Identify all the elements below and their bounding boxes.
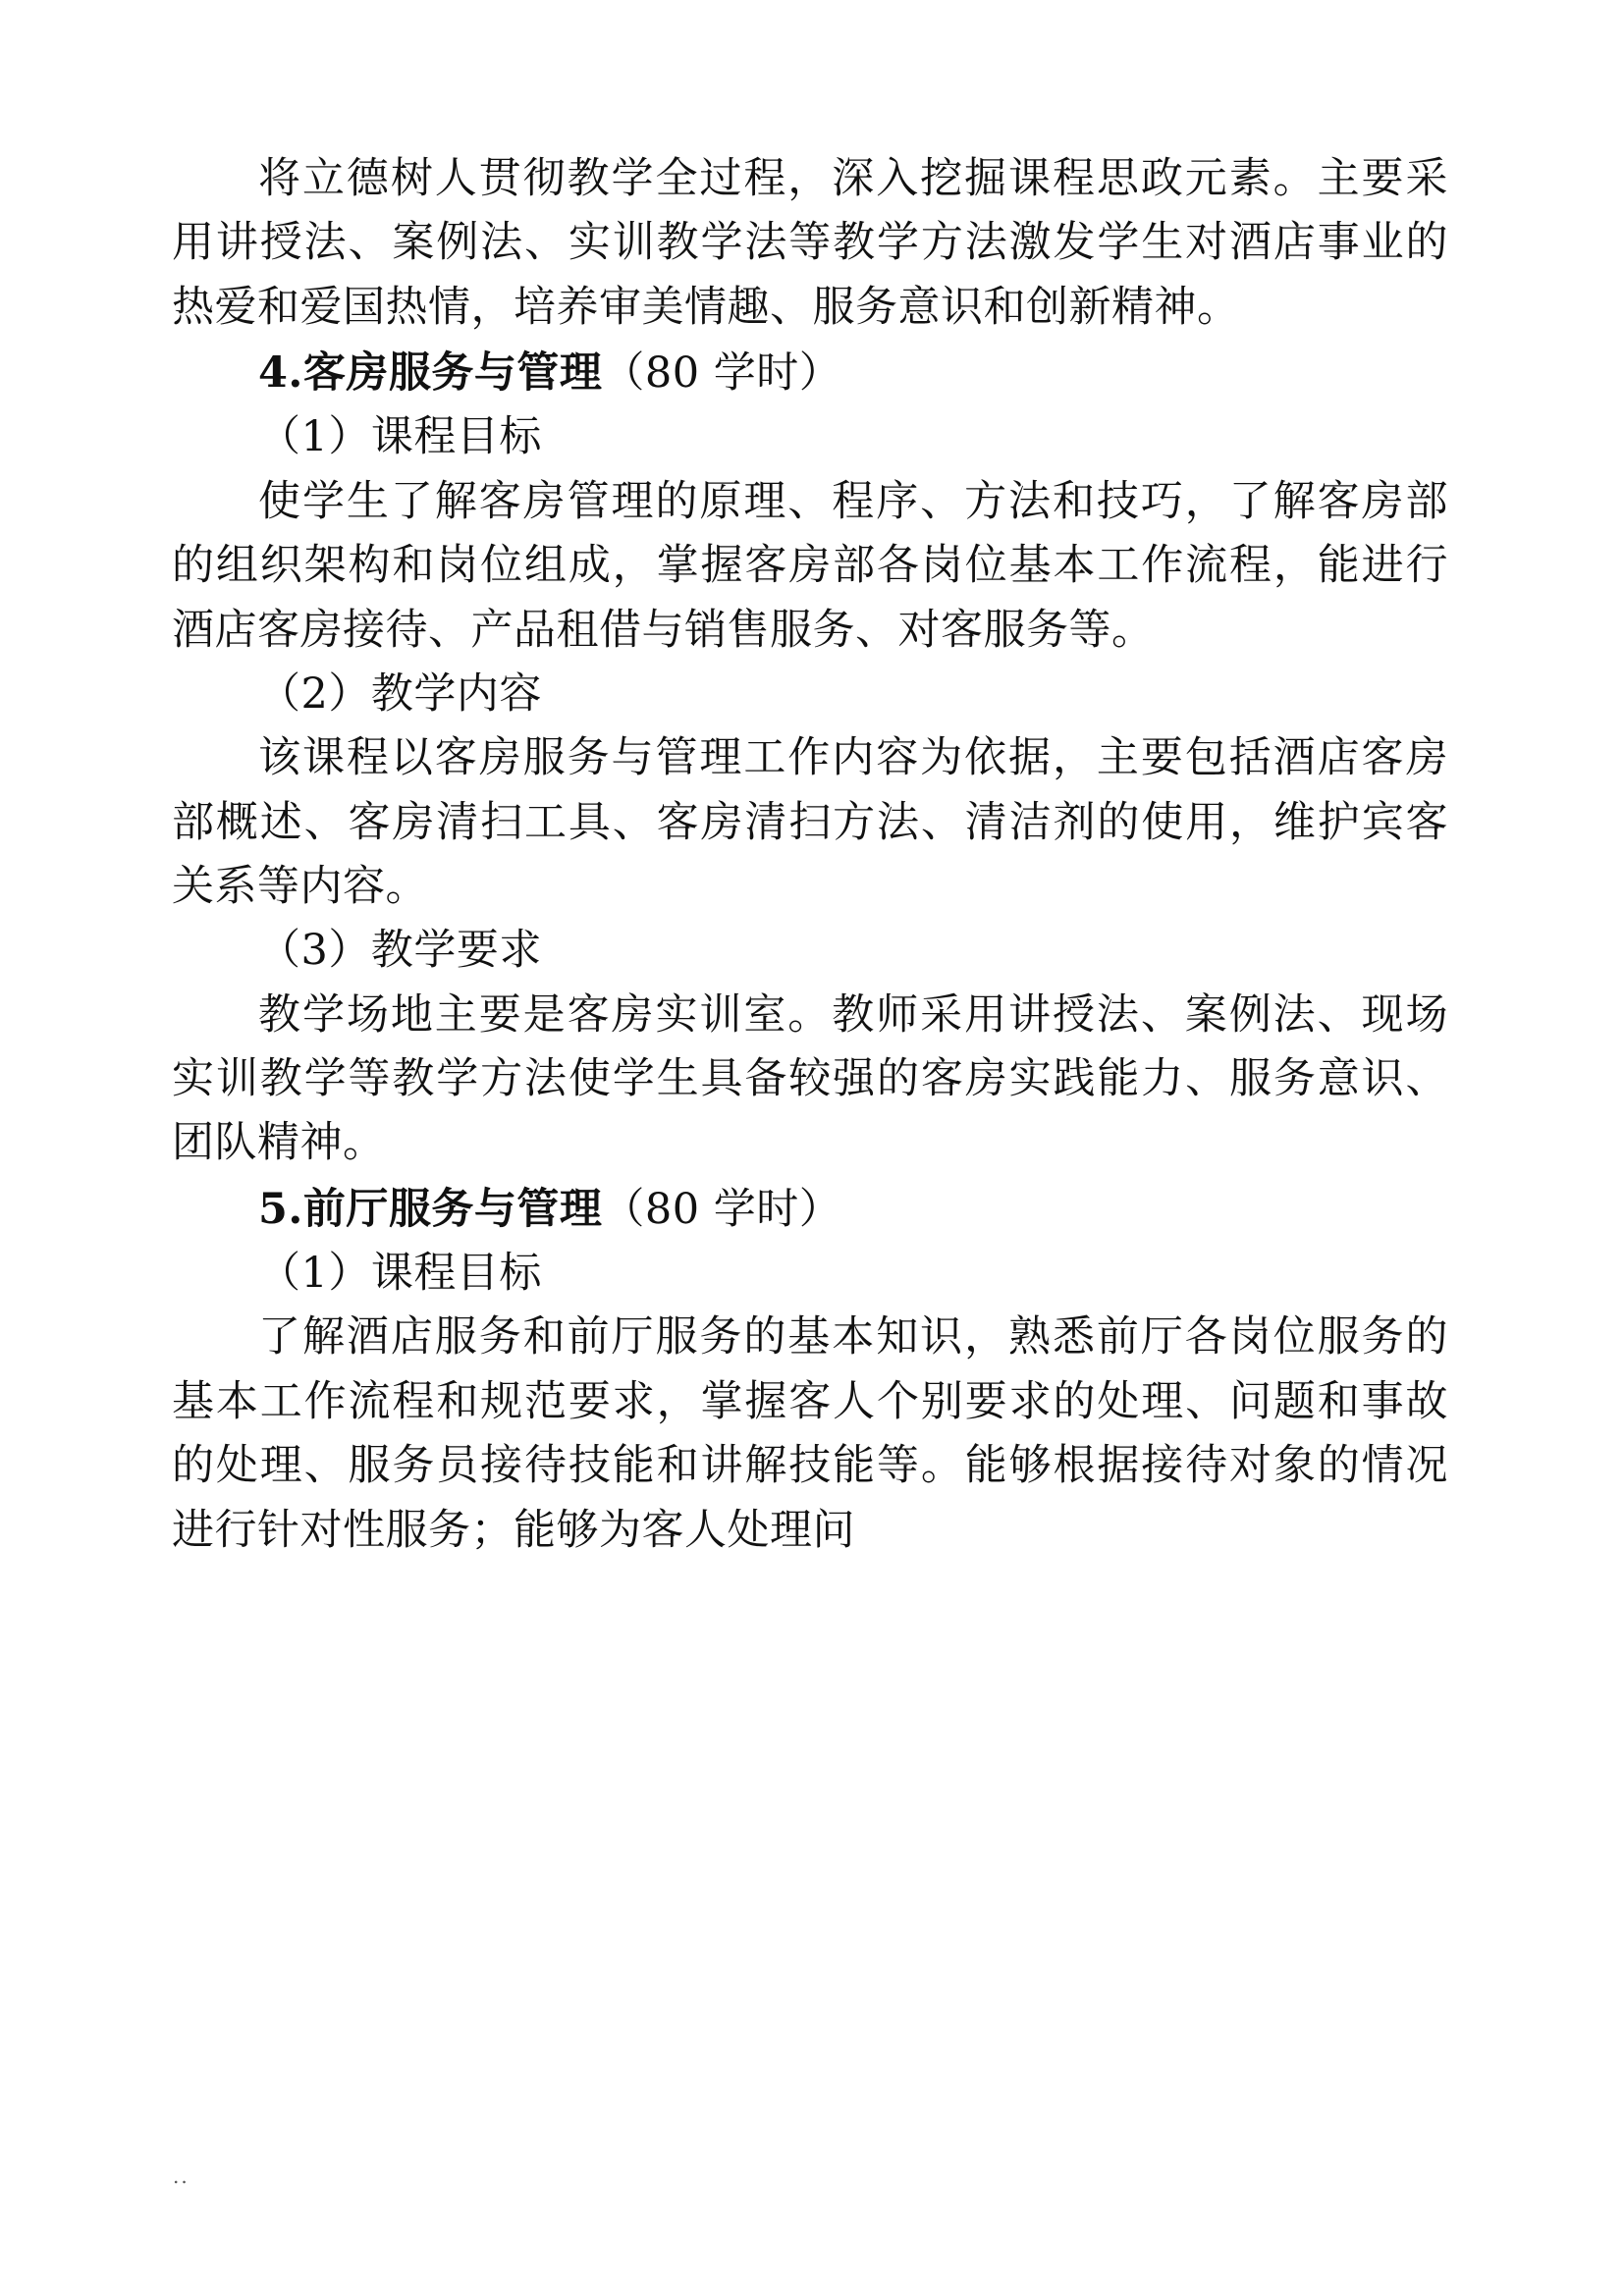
paragraph-4-1-body: 使学生了解客房管理的原理、程序、方法和技巧，了解客房部的组织架构和岗位组成，掌握客房部各岗位基本工作流程，能进行酒店客房接待、产品租借与销售服务、对客服务等。	[172, 476, 1448, 655]
document-body	[172, 147, 1448, 1563]
subheading-4-3: （3）教学要求	[258, 926, 542, 976]
paragraph-intro: 将立德树人贯彻教学全过程，深入挖掘课程思政元素。主要采用讲授法、案例法、实训教学法等教学方法激发学生对酒店事业的热爱和爱国热情，培养审美情趣、服务意识和创新精神。	[172, 154, 1448, 332]
section-number: 4.	[258, 348, 303, 399]
paragraph-4-3-body: 教学场地主要是客房实训室。教师采用讲授法、案例法、现场实训教学等教学方法使学生具备较强的客房实践能力、服务意识、团队精神。	[172, 989, 1448, 1168]
paragraph-5-1-body: 了解酒店服务和前厅服务的基本知识，熟悉前厅各岗位服务的基本工作流程和规范要求，掌握客人个别要求的处理、问题和事故的处理、服务员接待技能和讲解技能等。能够根据接待对象的情况进行针对性服务；能够为客人处理问	[172, 1312, 1448, 1555]
section-hours: （80 学时）	[602, 348, 842, 399]
section-title: 前厅服务与管理	[302, 1184, 603, 1234]
page-footer-mark: ..	[173, 2164, 189, 2188]
subheading-5-1: （1）课程目标	[258, 1249, 542, 1299]
section-number: 5.	[258, 1184, 303, 1234]
section-hours: （80 学时）	[602, 1184, 842, 1234]
section-heading-4	[172, 342, 1448, 405]
paragraph-4-2-body: 该课程以客房服务与管理工作内容为依据，主要包括酒店客房部概述、客房清扫工具、客房清扫方法、清洁剂的使用，维护宾客关系等内容。	[172, 733, 1448, 911]
subheading-4-1: （1）课程目标	[258, 412, 542, 462]
section-title: 客房服务与管理	[302, 348, 603, 399]
subheading-4-2: （2）教学内容	[258, 668, 542, 719]
section-heading-5	[172, 1178, 1448, 1242]
